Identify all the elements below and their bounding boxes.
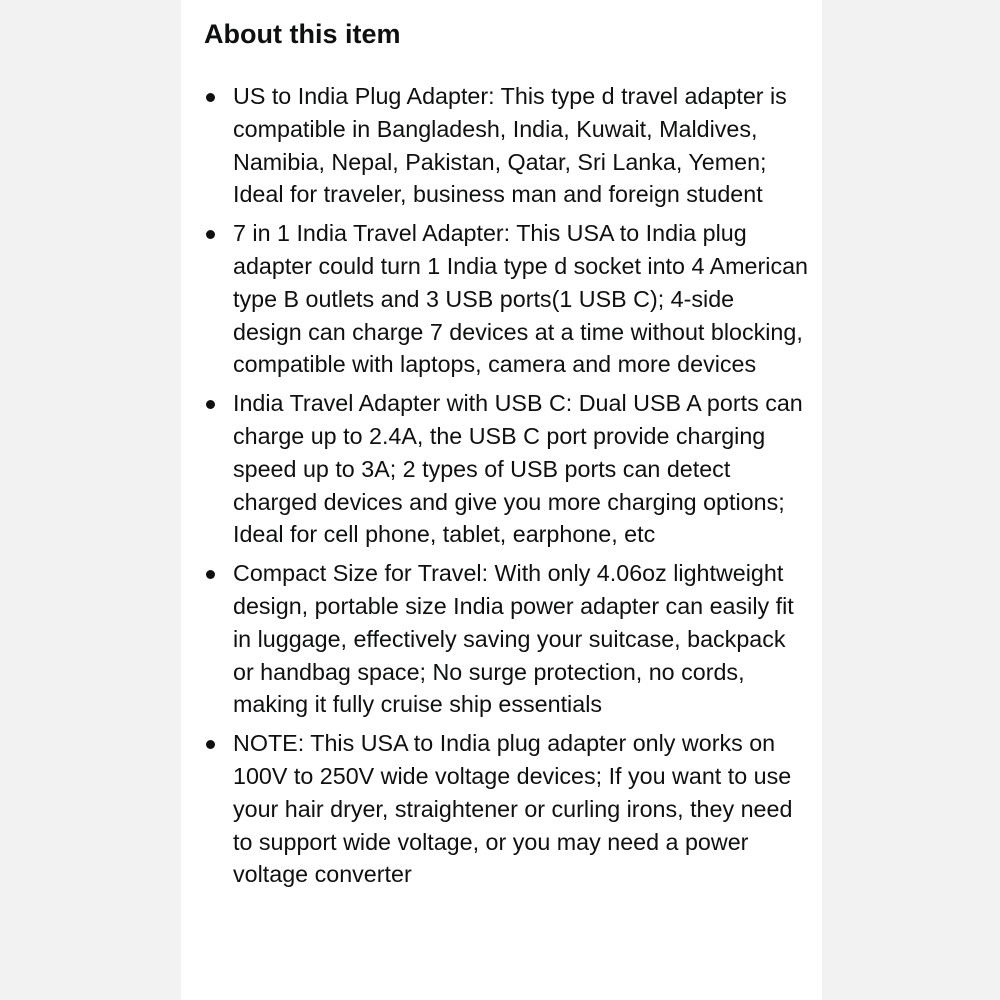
feature-bullet bbox=[181, 727, 822, 891]
bullet-dot-icon bbox=[206, 93, 215, 102]
feature-bullet bbox=[181, 217, 822, 381]
feature-bullet-text: 7 in 1 India Travel Adapter: This USA to India plug adapter could turn 1 India type d socket into 4 American type B outlets and 3 USB ports(1 USB C); 4-side design can charge 7 devices at a time without blocking, compatible with laptops, camera and more devices bbox=[233, 220, 809, 378]
feature-bullet-text: NOTE: This USA to India plug adapter only works on 100V to 250V wide voltage devices; If you want to use your hair dryer, straightener or curling irons, they need to support wide voltage, or you may need a power voltage converter bbox=[233, 730, 793, 888]
feature-bullet bbox=[181, 387, 822, 551]
section-title: About this item bbox=[204, 19, 401, 49]
feature-bullet-text: US to India Plug Adapter: This type d travel adapter is compatible in Bangladesh, India, Kuwait, Maldives, Namibia, Nepal, Pakistan, Qatar, Sri Lanka, Yemen; Ideal for traveler, business man and foreign student bbox=[233, 83, 787, 208]
feature-bullet-text: Compact Size for Travel: With only 4.06oz lightweight design, portable size India power adapter can easily fit in luggage, effectively saving your suitcase, backpack or handbag space; No surge protection, no cords, making it fully cruise ship essentials bbox=[233, 560, 794, 718]
bullet-dot-icon bbox=[206, 400, 215, 409]
feature-bullet-list bbox=[181, 80, 822, 897]
feature-bullet bbox=[181, 80, 822, 211]
bullet-dot-icon bbox=[206, 740, 215, 749]
feature-bullet bbox=[181, 557, 822, 721]
bullet-dot-icon bbox=[206, 230, 215, 239]
feature-bullet-text: India Travel Adapter with USB C: Dual USB A ports can charge up to 2.4A, the USB C port provide charging speed up to 3A; 2 types of USB ports can detect charged devices and give you more charging options; Ideal for cell phone, tablet, earphone, etc bbox=[233, 390, 803, 548]
about-item-panel bbox=[181, 0, 822, 1000]
bullet-dot-icon bbox=[206, 570, 215, 579]
